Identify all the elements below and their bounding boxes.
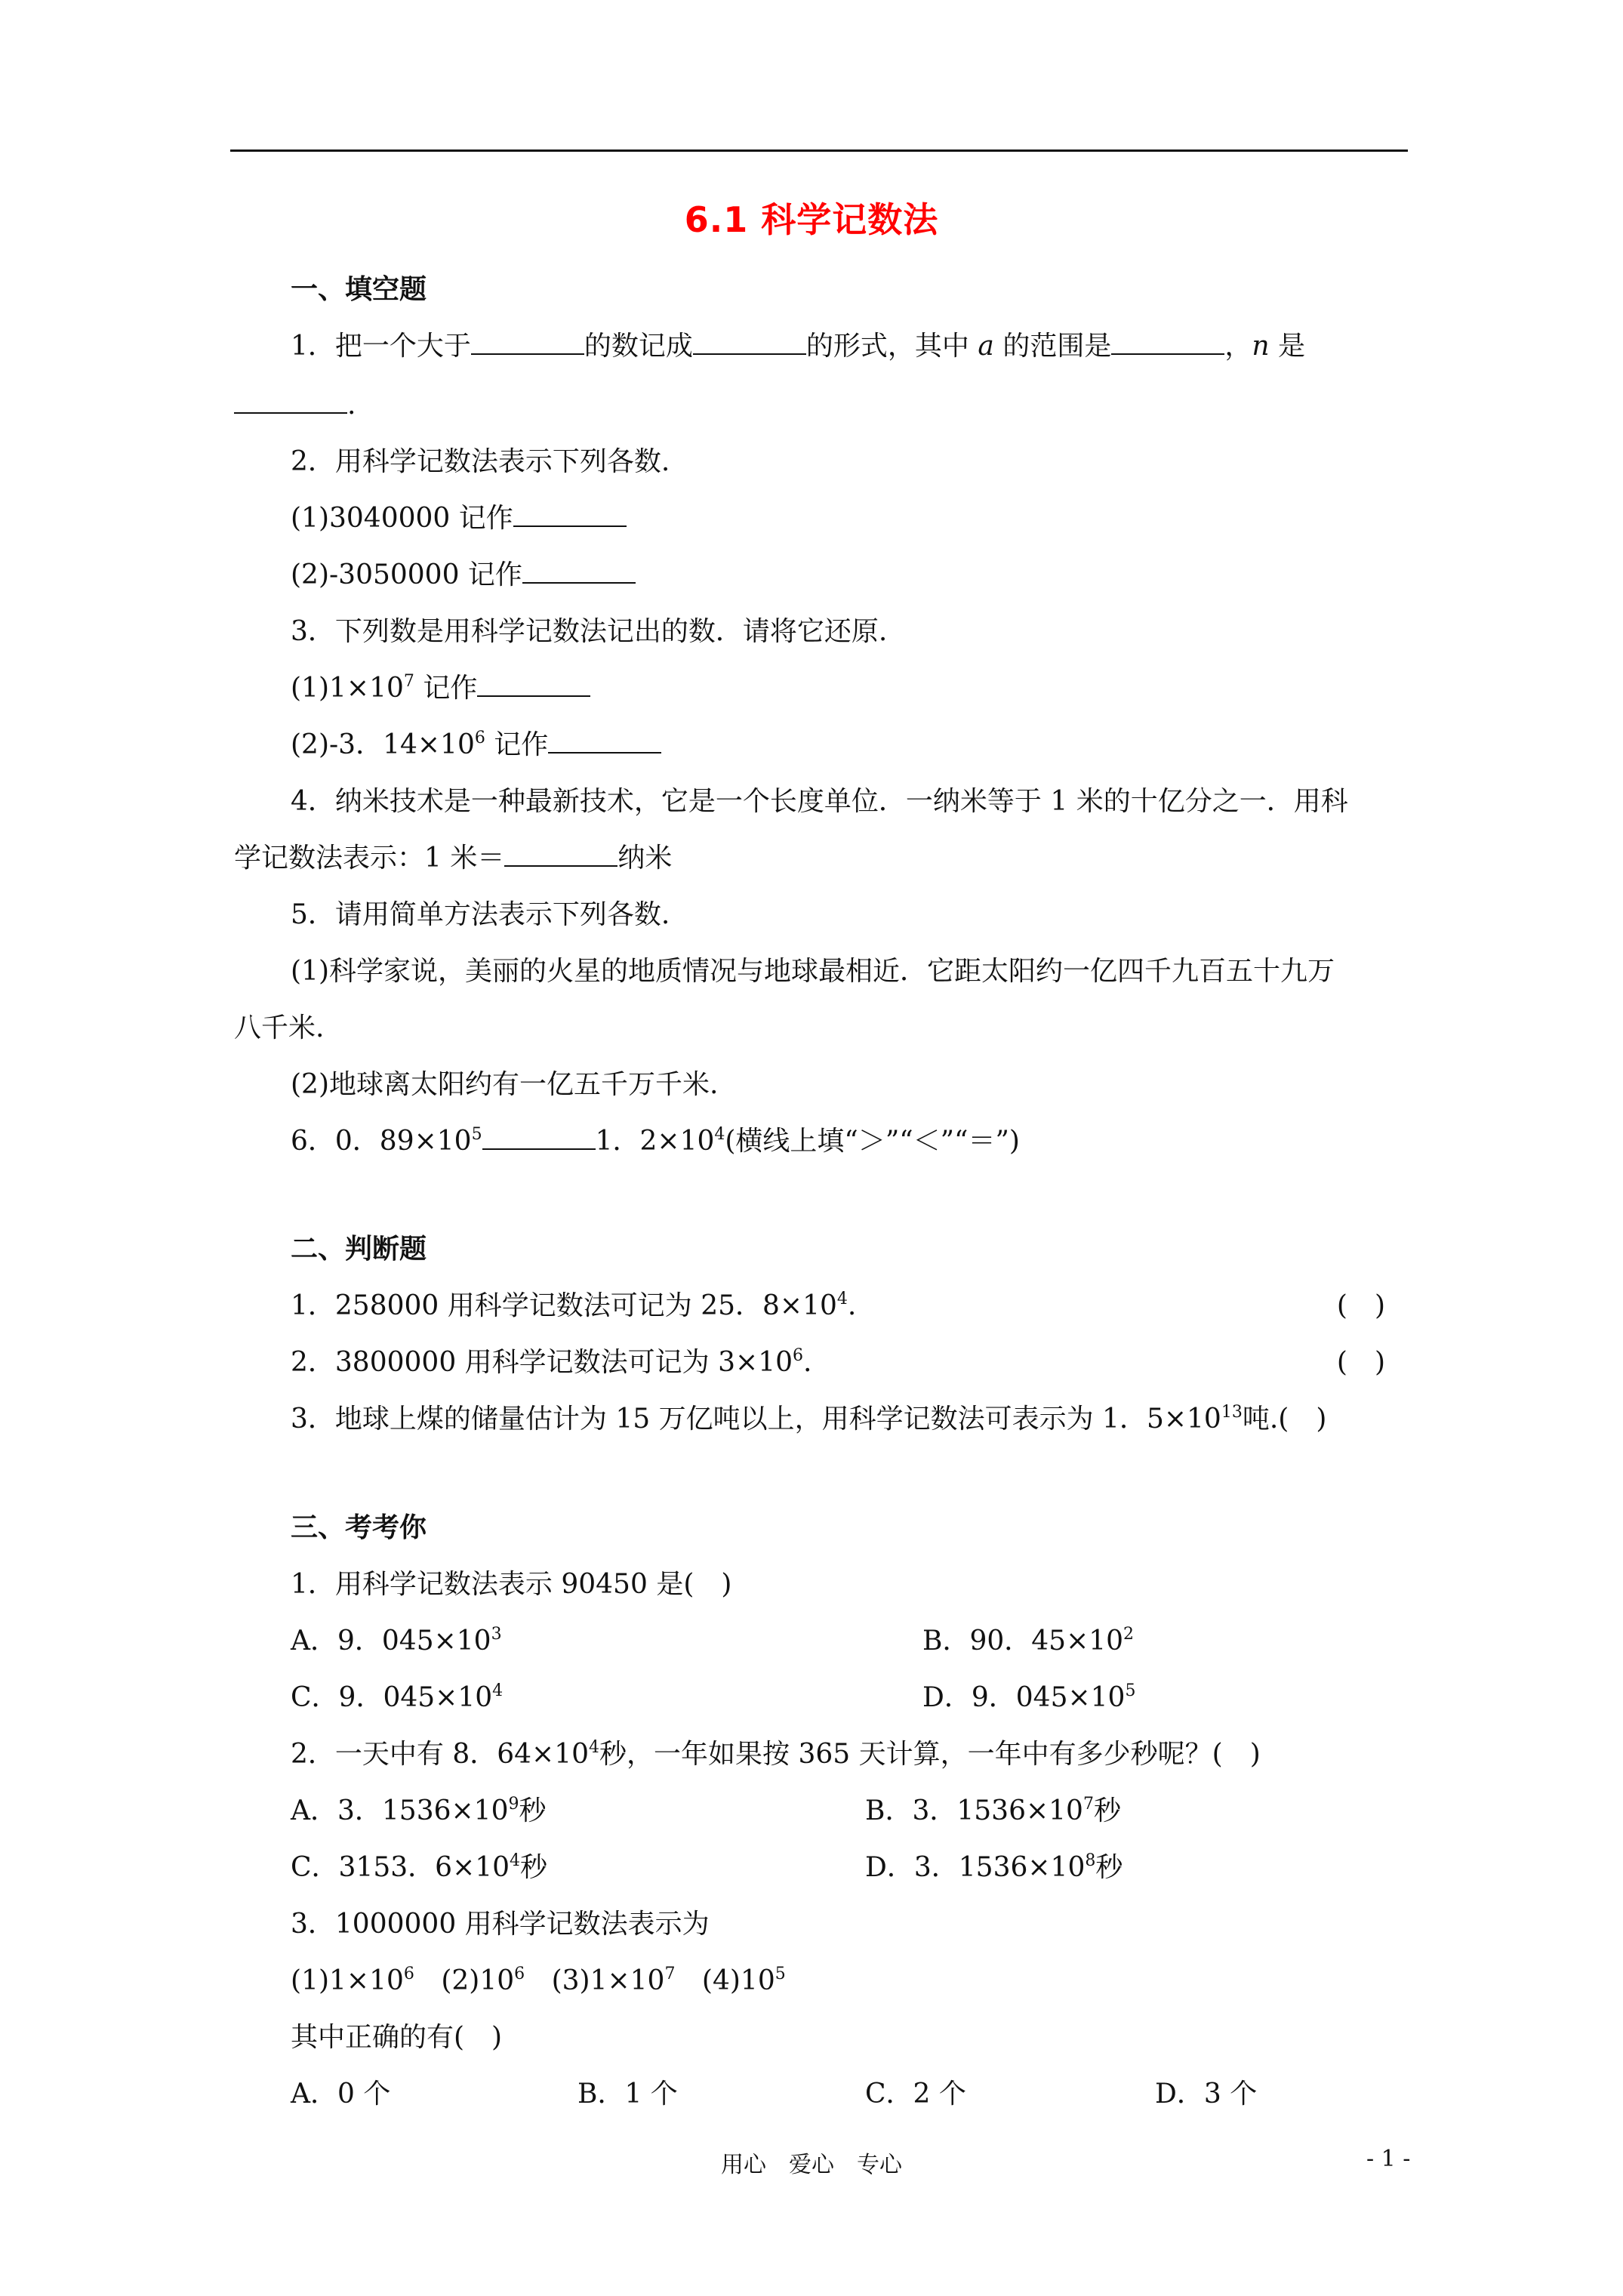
section-heading-judge: 二、判断题	[291, 1234, 427, 1265]
quiz-3-prompt: 其中正确的有( )	[291, 2022, 503, 2053]
quiz-1-option-a[interactable]: A．9．$045\times 10^3$	[291, 1625, 502, 1657]
quiz-3-option-b[interactable]: B．1 个	[577, 2079, 678, 2110]
quiz-2-option-a[interactable]: A．3．$1536\times 10^9$秒	[291, 1795, 547, 1826]
quiz-3-option-d[interactable]: D．3 个	[1155, 2079, 1258, 2110]
judge-question-2: 2．3800000 用科学记数法可记为 $3\times 10^6$. ( )	[291, 1346, 1385, 1378]
fill-question-6: 6．0．$89\times 10^5$ 1．$2\times 10^4$(横线上填“＞”“＜”“＝”)	[291, 1125, 1020, 1157]
fill-question-3-1: $(1)1\times 10^7$ 记作	[291, 672, 590, 705]
header-rule	[230, 149, 1408, 152]
quiz-3-statements: $(1)1\times 10^6$ $(2)10^6$ $(3)1\times 10^7$ $(4)10^5$	[291, 1965, 786, 1996]
answer-blank[interactable]	[234, 390, 347, 414]
quiz-question-1: 1．用科学记数法表示 90450 是( )	[291, 1569, 732, 1600]
quiz-2-option-c[interactable]: C．3153．$6\times 10^4$秒	[291, 1851, 548, 1883]
answer-blank[interactable]	[504, 843, 617, 867]
section-heading-fill: 一、填空题	[291, 274, 427, 305]
fill-question-2: 2．用科学记数法表示下列各数.	[291, 446, 670, 477]
judge-question-3: 3．地球上煤的储量估计为 15 万亿吨以上，用科学记数法可表示为 1．$5\times 10^{13}$吨.( )	[291, 1403, 1327, 1435]
fill-question-3-2: (2)-3．$14\times 10^6$ 记作	[291, 729, 661, 762]
quiz-question-2: 2．一天中有 8．$64\times 10^4$秒，一年如果按 365 天计算，一年中有多少秒呢？( )	[291, 1738, 1261, 1770]
answer-blank[interactable]	[693, 331, 806, 355]
fill-question-5-1: (1)科学家说，美丽的火星的地质情况与地球最相近．它距太阳约一亿四千九百五十九万	[291, 956, 1335, 987]
quiz-1-option-d[interactable]: D．9．$045\times 10^5$	[922, 1681, 1136, 1713]
answer-blank[interactable]	[477, 673, 590, 697]
answer-blank[interactable]	[513, 503, 627, 527]
fill-question-4-cont: 学记数法表示：1 米＝ 纳米	[234, 843, 673, 874]
page-number: - 1 -	[1366, 2146, 1411, 2172]
answer-blank[interactable]	[482, 1126, 596, 1150]
answer-paren[interactable]: ( )	[1336, 1290, 1385, 1321]
page-title: 6.1 科学记数法	[684, 199, 939, 240]
answer-paren[interactable]: ( )	[1336, 1347, 1385, 1378]
fill-question-5-2: (2)地球离太阳约有一亿五千万千米.	[291, 1069, 719, 1100]
answer-blank[interactable]	[471, 331, 584, 355]
quiz-1-option-c[interactable]: C．9．$045\times 10^4$	[291, 1681, 504, 1713]
quiz-2-option-b[interactable]: B．3．$1536\times 10^7$秒	[865, 1795, 1121, 1826]
answer-paren[interactable]: ( )	[1278, 1404, 1327, 1435]
fill-question-1: 1．把一个大于 的数记成 的形式，其中 a 的范围是 ，n 是	[291, 331, 1305, 362]
quiz-2-option-d[interactable]: D．3．$1536\times 10^8$秒	[865, 1851, 1123, 1883]
answer-blank[interactable]	[548, 729, 661, 754]
fill-question-2-2: (2)-3050000 记作	[291, 559, 636, 592]
fill-question-1-cont: .	[234, 389, 356, 422]
quiz-1-option-b[interactable]: B．90．$45\times 10^2$	[922, 1625, 1135, 1657]
fill-question-5: 5．请用简单方法表示下列各数.	[291, 899, 670, 930]
fill-question-5-1-cont: 八千米.	[234, 1012, 325, 1043]
quiz-3-option-c[interactable]: C．2 个	[865, 2079, 966, 2110]
judge-question-1: 1．258000 用科学记数法可记为 25．$8\times 10^4$. ( )	[291, 1290, 1385, 1321]
footer-motto: 用心 爱心 专心	[721, 2152, 902, 2178]
fill-question-2-1: (1)3040000 记作	[291, 502, 627, 535]
quiz-question-3: 3．1000000 用科学记数法表示为	[291, 1909, 710, 1940]
section-heading-quiz: 三、考考你	[291, 1512, 427, 1543]
quiz-3-option-a[interactable]: A．0 个	[291, 2079, 391, 2110]
fill-question-4: 4．纳米技术是一种最新技术，它是一个长度单位．一纳米等于 1 米的十亿分之一．用科	[291, 786, 1348, 817]
answer-blank[interactable]	[522, 559, 636, 584]
answer-blank[interactable]	[1111, 331, 1224, 355]
fill-question-3: 3．下列数是用科学记数法记出的数．请将它还原.	[291, 616, 888, 647]
